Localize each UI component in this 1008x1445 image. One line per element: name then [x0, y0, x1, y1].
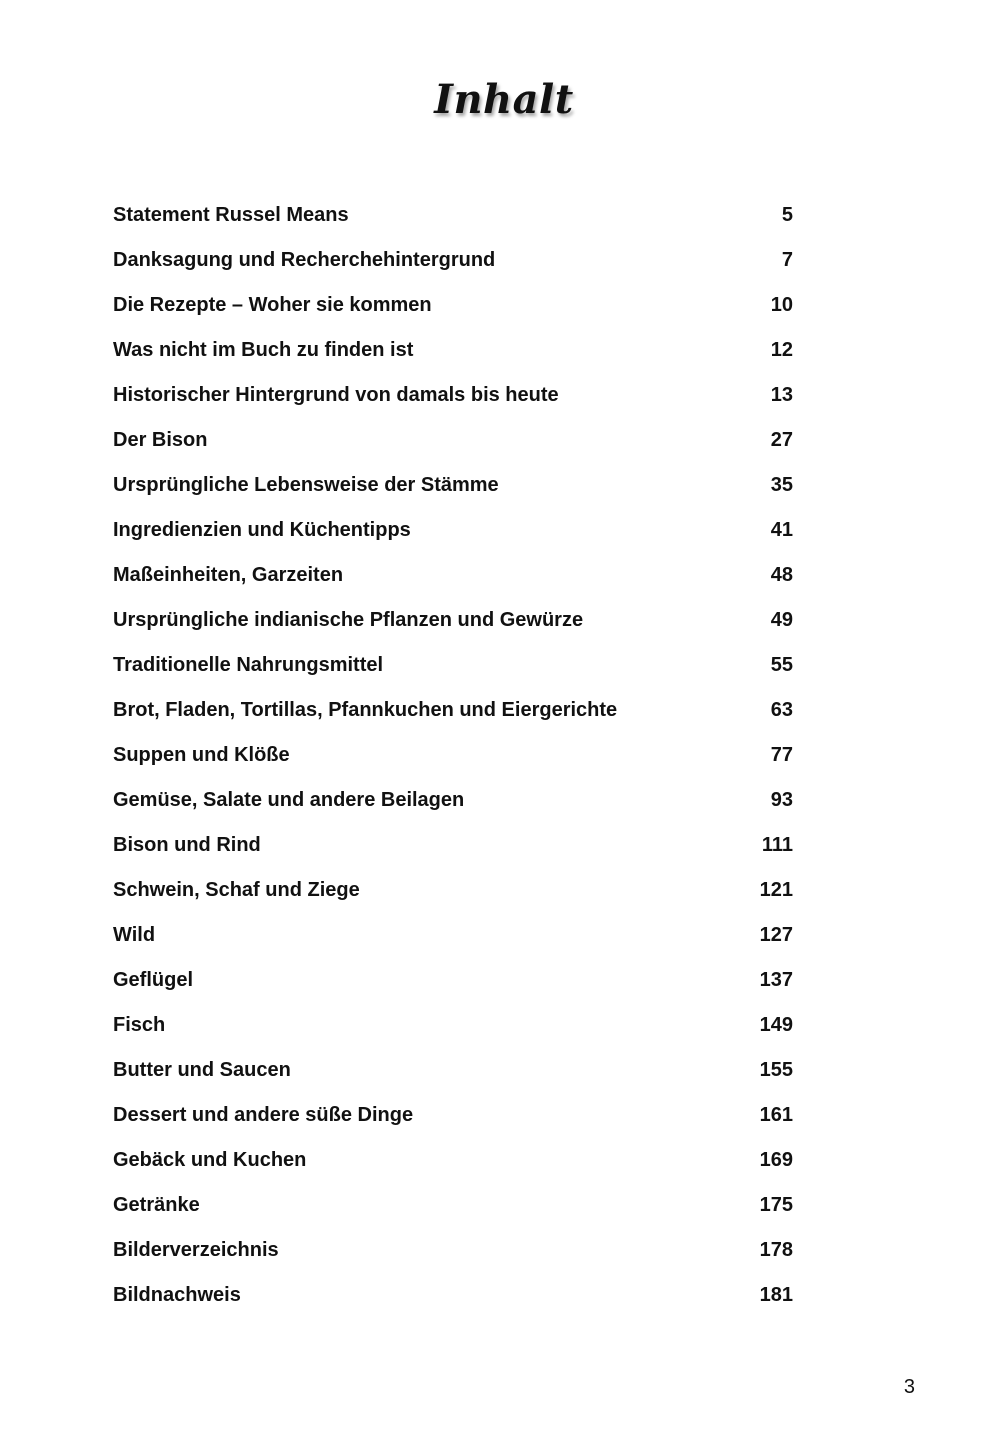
toc-entry-page: 137 — [759, 969, 793, 991]
toc-entry[interactable] — [113, 958, 793, 1003]
toc-entry[interactable] — [113, 1003, 793, 1048]
toc-entry-page: 77 — [770, 744, 793, 766]
toc-entry-title: Geflügel — [113, 969, 194, 991]
toc-entry-page: 175 — [759, 1194, 793, 1216]
toc-entry-title: Der Bison — [113, 429, 208, 451]
toc-entry-page: 149 — [759, 1014, 793, 1036]
toc-entry-page: 155 — [759, 1059, 793, 1081]
toc-entry[interactable] — [113, 193, 793, 238]
toc-entry[interactable] — [113, 373, 793, 418]
toc-entry-page: 12 — [770, 339, 793, 361]
toc-entry-title: Brot, Fladen, Tortillas, Pfannkuchen und Eiergerichte — [113, 699, 618, 721]
toc-entry-page: 13 — [770, 384, 793, 406]
toc-entry[interactable] — [113, 463, 793, 508]
toc-entry-title: Was nicht im Buch zu finden ist — [113, 339, 414, 361]
toc-entry[interactable] — [113, 418, 793, 463]
toc-entry[interactable] — [113, 328, 793, 373]
toc-entry-page: 169 — [759, 1149, 793, 1171]
toc-entry-title: Bildnachweis — [113, 1284, 241, 1306]
toc-entry-page: 7 — [781, 249, 793, 271]
toc-entry[interactable] — [113, 508, 793, 553]
page-number: 3 — [903, 1376, 915, 1398]
toc-entry-title: Getränke — [113, 1194, 200, 1216]
toc-entry-page: 27 — [770, 429, 793, 451]
toc-entry-page: 48 — [770, 564, 793, 586]
toc-entry[interactable] — [113, 1273, 793, 1318]
toc-entry[interactable] — [113, 238, 793, 283]
toc-entry-page: 49 — [770, 609, 793, 631]
toc-entry[interactable] — [113, 868, 793, 913]
toc-entry[interactable] — [113, 688, 793, 733]
toc-entry-page: 93 — [770, 789, 793, 811]
toc-entry-title: Maßeinheiten, Garzeiten — [113, 564, 344, 586]
toc-entry-page: 5 — [781, 204, 793, 226]
toc-entry[interactable] — [113, 778, 793, 823]
page-title: Inhalt — [434, 76, 574, 123]
toc-entry[interactable] — [113, 643, 793, 688]
toc-entry[interactable] — [113, 733, 793, 778]
toc-entry[interactable] — [113, 1228, 793, 1273]
toc-entry-title: Butter und Saucen — [113, 1059, 291, 1081]
toc-entry-title: Suppen und Klöße — [113, 744, 290, 766]
toc-entry-page: 181 — [759, 1284, 793, 1306]
toc-entry-page: 127 — [759, 924, 793, 946]
toc-entry-page: 111 — [761, 834, 793, 856]
toc-entry-title: Dessert und andere süße Dinge — [113, 1104, 414, 1126]
toc-entry-title: Die Rezepte – Woher sie kommen — [113, 294, 432, 316]
toc-entry[interactable] — [113, 1138, 793, 1183]
toc-entry-page: 63 — [770, 699, 793, 721]
toc-entry-title: Bison und Rind — [113, 834, 261, 856]
toc-entry-page: 161 — [759, 1104, 793, 1126]
toc-entry-title: Historischer Hintergrund von damals bis heute — [113, 384, 559, 406]
toc-entry[interactable] — [113, 1048, 793, 1093]
toc-entry-title: Statement Russel Means — [113, 204, 349, 226]
toc-entry-page: 35 — [770, 474, 793, 496]
table-of-contents — [113, 193, 793, 1318]
toc-entry[interactable] — [113, 598, 793, 643]
toc-entry-title: Bilderverzeichnis — [113, 1239, 279, 1261]
toc-entry[interactable] — [113, 1183, 793, 1228]
toc-entry[interactable] — [113, 553, 793, 598]
toc-entry[interactable] — [113, 283, 793, 328]
toc-entry-title: Ingredienzien und Küchentipps — [113, 519, 411, 541]
toc-entry-title: Ursprüngliche Lebensweise der Stämme — [113, 474, 499, 496]
toc-entry[interactable] — [113, 823, 793, 868]
toc-entry-title: Gebäck und Kuchen — [113, 1149, 307, 1171]
toc-entry-title: Fisch — [113, 1014, 166, 1036]
toc-entry-page: 55 — [770, 654, 793, 676]
toc-entry-title: Gemüse, Salate und andere Beilagen — [113, 789, 465, 811]
toc-entry-page: 121 — [759, 879, 793, 901]
toc-entry-title: Schwein, Schaf und Ziege — [113, 879, 360, 901]
toc-entry-page: 10 — [770, 294, 793, 316]
toc-entry-title: Traditionelle Nahrungsmittel — [113, 654, 384, 676]
toc-entry[interactable] — [113, 1093, 793, 1138]
toc-entry-page: 41 — [770, 519, 793, 541]
toc-entry-title: Wild — [113, 924, 156, 946]
toc-entry-title: Danksagung und Recherchehintergrund — [113, 249, 496, 271]
toc-entry[interactable] — [113, 913, 793, 958]
toc-entry-title: Ursprüngliche indianische Pflanzen und Gewürze — [113, 609, 584, 631]
toc-entry-page: 178 — [759, 1239, 793, 1261]
